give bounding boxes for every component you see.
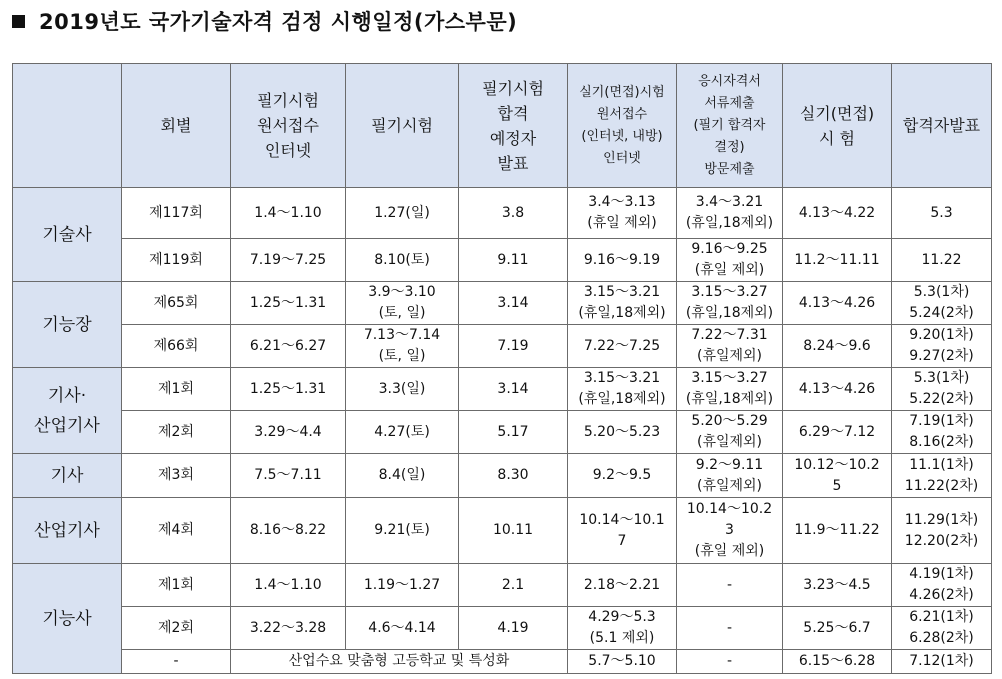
category-cell: 기사 — [13, 454, 122, 498]
practical-app-cell: 7.22～7.25 — [568, 325, 677, 368]
written-app-cell: 1.25～1.31 — [231, 282, 346, 325]
practical-app-cell: 10.14～10.1 7 — [568, 498, 677, 564]
table-row — [13, 454, 992, 498]
category-cell: 산업기사 — [13, 498, 122, 564]
written-exam-cell: 1.19～1.27 — [346, 564, 459, 607]
table-row — [13, 239, 992, 282]
practical-exam-cell: 4.13～4.22 — [783, 188, 892, 239]
final-pass-cell: 7.19(1차) 8.16(2차) — [892, 411, 992, 454]
header-written-application: 필기시험 원서접수 인터넷 — [231, 64, 346, 188]
table-row — [13, 498, 992, 564]
written-app-cell: 8.16～8.22 — [231, 498, 346, 564]
written-pass-cell: 3.14 — [459, 368, 568, 411]
final-pass-cell: 6.21(1차) 6.28(2차) — [892, 607, 992, 650]
doc-submit-cell: 3.15～3.27 (휴일,18제외) — [677, 368, 783, 411]
written-pass-cell: 7.19 — [459, 325, 568, 368]
doc-submit-cell: - — [677, 607, 783, 650]
doc-submit-cell: - — [677, 650, 783, 674]
round-cell: 제2회 — [122, 607, 231, 650]
square-bullet-icon — [12, 15, 25, 28]
practical-app-cell: 9.2～9.5 — [568, 454, 677, 498]
written-app-cell: 3.22～3.28 — [231, 607, 346, 650]
final-pass-cell: 5.3 — [892, 188, 992, 239]
written-app-cell: 1.25～1.31 — [231, 368, 346, 411]
written-exam-cell: 7.13～7.14 (토, 일) — [346, 325, 459, 368]
practical-app-cell: 3.15～3.21 (휴일,18제외) — [568, 368, 677, 411]
table-row — [13, 564, 992, 607]
round-cell: 제2회 — [122, 411, 231, 454]
written-app-cell: 7.19～7.25 — [231, 239, 346, 282]
category-cell: 기능사 — [13, 564, 122, 674]
doc-submit-cell: 7.22～7.31 (휴일제외) — [677, 325, 783, 368]
written-app-cell: 1.4～1.10 — [231, 564, 346, 607]
practical-exam-cell: 8.24～9.6 — [783, 325, 892, 368]
practical-app-cell: 9.16～9.19 — [568, 239, 677, 282]
practical-app-cell: 4.29～5.3 (5.1 제외) — [568, 607, 677, 650]
round-cell: 제66회 — [122, 325, 231, 368]
header-practical-application: 실기(면접)시험 원서접수 (인터넷, 내방) 인터넷 — [568, 64, 677, 188]
round-cell: 제3회 — [122, 454, 231, 498]
practical-exam-cell: 10.12～10.2 5 — [783, 454, 892, 498]
header-written-pass: 필기시험 합격 예정자 발표 — [459, 64, 568, 188]
table-row — [13, 188, 992, 239]
written-app-cell: 1.4～1.10 — [231, 188, 346, 239]
final-pass-cell: 9.20(1차) 9.27(2차) — [892, 325, 992, 368]
written-exam-cell: 8.4(일) — [346, 454, 459, 498]
table-row — [13, 607, 992, 650]
table-row — [13, 411, 992, 454]
written-app-cell: 3.29～4.4 — [231, 411, 346, 454]
written-exam-cell: 9.21(토) — [346, 498, 459, 564]
round-cell: - — [122, 650, 231, 674]
header-round: 회별 — [122, 64, 231, 188]
written-pass-cell: 2.1 — [459, 564, 568, 607]
doc-submit-cell: 9.2～9.11 (휴일제외) — [677, 454, 783, 498]
written-app-cell: 7.5～7.11 — [231, 454, 346, 498]
written-exam-cell: 4.27(토) — [346, 411, 459, 454]
written-pass-cell: 4.19 — [459, 607, 568, 650]
practical-exam-cell: 3.23～4.5 — [783, 564, 892, 607]
table-row — [13, 368, 992, 411]
written-exam-cell: 4.6～4.14 — [346, 607, 459, 650]
doc-submit-cell: 5.20～5.29 (휴일제외) — [677, 411, 783, 454]
doc-submit-cell: 3.4～3.21 (휴일,18제외) — [677, 188, 783, 239]
written-pass-cell: 9.11 — [459, 239, 568, 282]
round-cell: 제117회 — [122, 188, 231, 239]
category-cell: 기능장 — [13, 282, 122, 368]
practical-exam-cell: 6.29～7.12 — [783, 411, 892, 454]
doc-submit-cell: 10.14～10.2 3 (휴일 제외) — [677, 498, 783, 564]
table-row — [13, 325, 992, 368]
header-document-submission: 응시자격서 서류제출 (필기 합격자 결정) 방문제출 — [677, 64, 783, 188]
final-pass-cell: 11.1(1차) 11.22(2차) — [892, 454, 992, 498]
round-cell: 제4회 — [122, 498, 231, 564]
header-final-pass: 합격자발표 — [892, 64, 992, 188]
final-pass-cell: 11.29(1차) 12.20(2차) — [892, 498, 992, 564]
written-app-cell: 6.21～6.27 — [231, 325, 346, 368]
note-cell: 산업수요 맞춤형 고등학교 및 특성화 — [231, 650, 568, 674]
final-pass-cell: 4.19(1차) 4.26(2차) — [892, 564, 992, 607]
practical-app-cell: 3.15～3.21 (휴일,18제외) — [568, 282, 677, 325]
written-pass-cell: 8.30 — [459, 454, 568, 498]
written-exam-cell: 1.27(일) — [346, 188, 459, 239]
final-pass-cell: 7.12(1차) — [892, 650, 992, 674]
practical-app-cell: 3.4～3.13 (휴일 제외) — [568, 188, 677, 239]
header-practical-exam: 실기(면접) 시 험 — [783, 64, 892, 188]
practical-exam-cell: 4.13～4.26 — [783, 368, 892, 411]
doc-submit-cell: 3.15～3.27 (휴일,18제외) — [677, 282, 783, 325]
practical-exam-cell: 5.25～6.7 — [783, 607, 892, 650]
round-cell: 제65회 — [122, 282, 231, 325]
written-pass-cell: 3.8 — [459, 188, 568, 239]
round-cell: 제1회 — [122, 368, 231, 411]
practical-exam-cell: 11.2～11.11 — [783, 239, 892, 282]
header-blank — [13, 64, 122, 188]
round-cell: 제119회 — [122, 239, 231, 282]
practical-exam-cell: 6.15～6.28 — [783, 650, 892, 674]
header-row — [13, 64, 992, 188]
written-exam-cell: 3.3(일) — [346, 368, 459, 411]
written-exam-cell: 3.9～3.10 (토, 일) — [346, 282, 459, 325]
header-written-exam: 필기시험 — [346, 64, 459, 188]
page-title-text: 2019년도 국가기술자격 검정 시행일정(가스부문) — [39, 10, 518, 34]
round-cell: 제1회 — [122, 564, 231, 607]
written-pass-cell: 3.14 — [459, 282, 568, 325]
written-pass-cell: 5.17 — [459, 411, 568, 454]
written-exam-cell: 8.10(토) — [346, 239, 459, 282]
practical-app-cell: 5.7～5.10 — [568, 650, 677, 674]
doc-submit-cell: - — [677, 564, 783, 607]
practical-app-cell: 5.20～5.23 — [568, 411, 677, 454]
practical-app-cell: 2.18～2.21 — [568, 564, 677, 607]
doc-submit-cell: 9.16～9.25 (휴일 제외) — [677, 239, 783, 282]
written-pass-cell: 10.11 — [459, 498, 568, 564]
category-cell: 기사· 산업기사 — [13, 368, 122, 454]
practical-exam-cell: 4.13～4.26 — [783, 282, 892, 325]
schedule-table — [12, 63, 992, 674]
final-pass-cell: 5.3(1차) 5.22(2차) — [892, 368, 992, 411]
table-row — [13, 282, 992, 325]
practical-exam-cell: 11.9～11.22 — [783, 498, 892, 564]
table-row — [13, 650, 992, 674]
final-pass-cell: 5.3(1차) 5.24(2차) — [892, 282, 992, 325]
final-pass-cell: 11.22 — [892, 239, 992, 282]
page-title — [12, 6, 517, 36]
category-cell: 기술사 — [13, 188, 122, 282]
